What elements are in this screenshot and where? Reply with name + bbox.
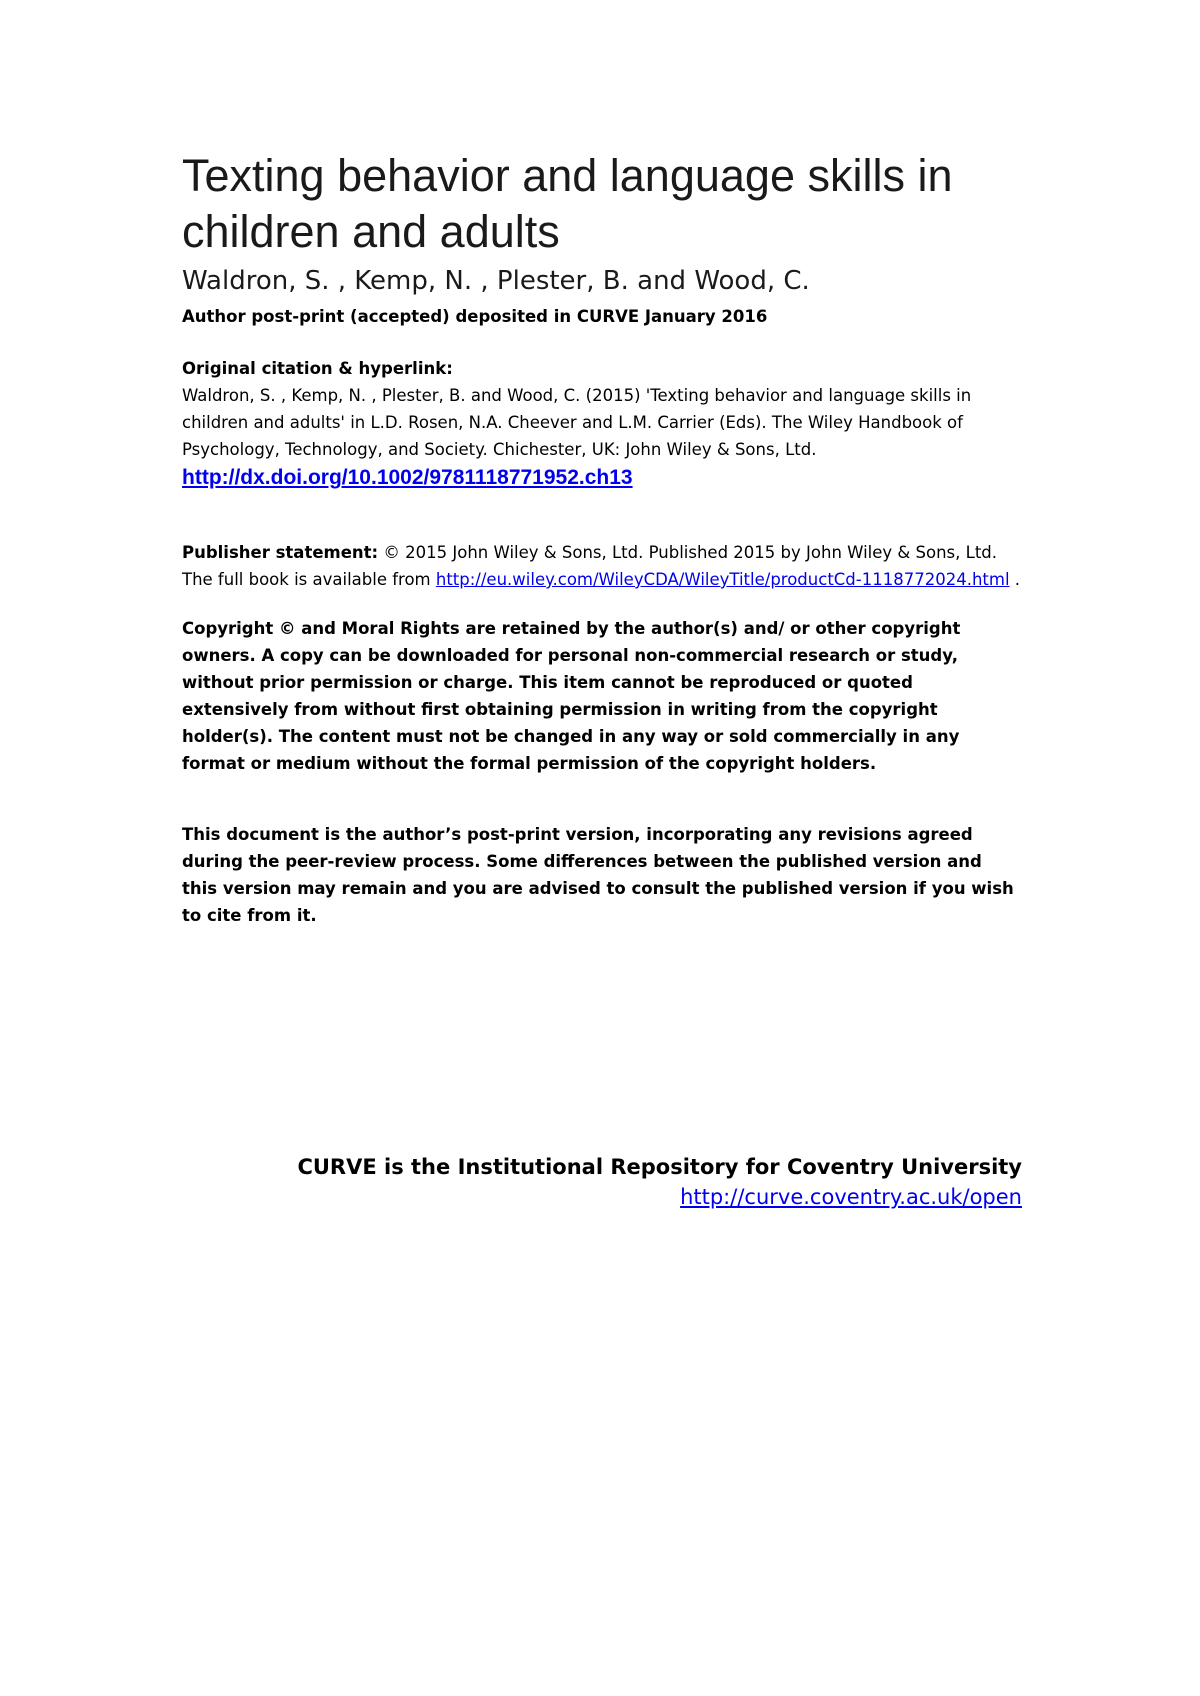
publisher-statement bbox=[182, 539, 1022, 593]
document-content bbox=[182, 148, 1022, 929]
copyright-notice: Copyright © and Moral Rights are retained by the author(s) and/ or other copyright owners. A copy can be downloaded for personal non-commercial research or study, without prior permission or charge. This item cannot be reproduced or quoted extensively from without first obtaining permission in writing from the copyright holder(s). The content must not be changed in any way or sold commercially in any format or medium without the formal permission of the copyright holders. bbox=[182, 619, 961, 773]
publisher-text: © 2015 John Wiley & Sons, Ltd. Published 2015 by John Wiley & Sons, Ltd. The full book is available from bbox=[182, 543, 998, 589]
doi-link[interactable]: http://dx.doi.org/10.1002/9781118771952.ch13 bbox=[182, 466, 633, 489]
citation-label: Original citation & hyperlink: bbox=[182, 359, 453, 378]
repository-footer bbox=[297, 1152, 1022, 1212]
publisher-label: Publisher statement: bbox=[182, 543, 379, 562]
publisher-trailing: . bbox=[1009, 570, 1021, 589]
postprint-note: This document is the author’s post-print version, incorporating any revisions agreed during the peer-review process. Some differences between the published version and this version may remain and you are advised to consult the published version if you wish to cite from it. bbox=[182, 825, 1014, 925]
repository-name: CURVE is the Institutional Repository for Coventry University bbox=[297, 1155, 1022, 1179]
deposit-note: Author post-print (accepted) deposited in CURVE January 2016 bbox=[182, 307, 768, 326]
document-title: Texting behavior and language skills in children and adults bbox=[182, 150, 953, 257]
document-authors: Waldron, S. , Kemp, N. , Plester, B. and Wood, C. bbox=[182, 266, 810, 296]
citation-text: Waldron, S. , Kemp, N. , Plester, B. and Wood, C. (2015) 'Texting behavior and language skills in children and adults' in L.D. Rosen, N.A. Cheever and L.M. Carrier (Eds). The Wiley Handbook of Psychology, Technology, and Society. Chichester, UK: John Wiley & Sons, Ltd. bbox=[182, 386, 972, 459]
repository-link[interactable]: http://curve.coventry.ac.uk/open bbox=[680, 1185, 1022, 1209]
publisher-book-link[interactable]: http://eu.wiley.com/WileyCDA/WileyTitle/productCd-1118772024.html bbox=[435, 570, 1010, 589]
